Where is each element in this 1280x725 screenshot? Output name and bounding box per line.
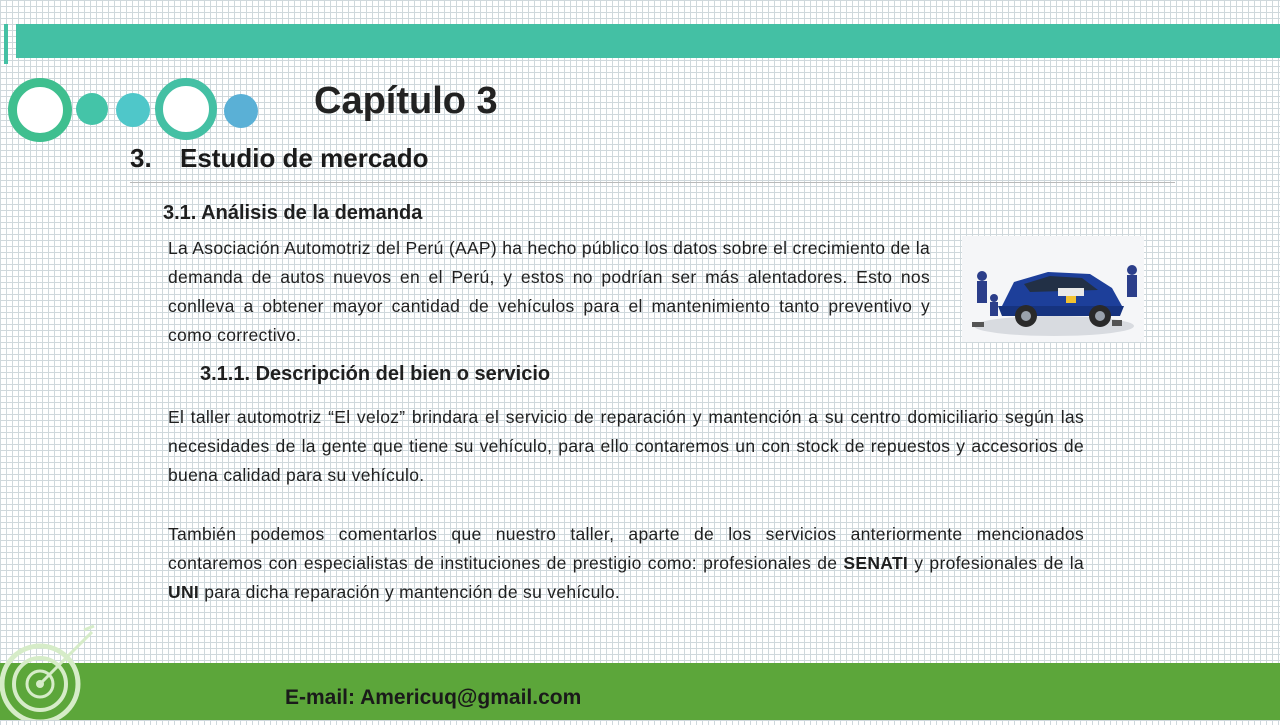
- footer-bar: [0, 663, 1280, 720]
- subsection-heading-demand: 3.1. Análisis de la demanda: [163, 202, 423, 224]
- decor-dot-icon: [224, 94, 258, 128]
- decor-dot-icon: [76, 93, 108, 125]
- section-number: 3.: [130, 143, 152, 173]
- uni-text: UNI: [168, 582, 200, 602]
- top-bar-accent: [4, 24, 8, 64]
- top-bar: [16, 24, 1280, 58]
- paragraph-description: El taller automotriz “El veloz” brindara el servicio de reparación y mantención a su centro domiciliario según las necesidades de la gente que tiene su vehículo, para ello contaremos un con stock de repuestos y accesorios de buena calidad para su vehículo.: [168, 407, 1084, 485]
- footer-email: E-mail: Americuq@gmail.com: [285, 686, 582, 709]
- section-title: Estudio de mercado: [180, 143, 429, 173]
- paragraph-text: y profesionales de la: [908, 553, 1084, 573]
- paragraph-demand: La Asociación Automotriz del Perú (AAP) ha hecho público los datos sobre el crecimiento de la demanda de autos nuevos en el Perú, y estos no podrían ser más alentadores. Esto nos conlleva a obtener mayor cantidad de vehículos para el mantenimiento tanto preventivo y como correctivo.: [168, 238, 930, 345]
- paragraph-text: También podemos comentarlos que nuestro taller, aparte de los servicios anteriormente mencionados contaremos con especialistas de instituciones de prestigio como: profesionales de: [168, 524, 1084, 573]
- car-with-mechanics-image: [962, 236, 1144, 342]
- decor-dot-icon: [116, 93, 150, 127]
- heading-divider: [130, 182, 1175, 183]
- paragraph-text: para dicha reparación y mantención de su vehículo.: [199, 582, 621, 602]
- subsection-heading-description: 3.1.1. Descripción del bien o servicio: [200, 363, 551, 385]
- target-logo-icon: [0, 622, 100, 720]
- decor-ring-icon: [8, 78, 72, 142]
- decor-ring-icon: [155, 78, 217, 140]
- section-heading: [130, 143, 429, 174]
- slide-title: Capítulo 3: [314, 80, 498, 122]
- paragraph-specialists: [168, 520, 1084, 607]
- senati-text: SENATI: [843, 553, 909, 573]
